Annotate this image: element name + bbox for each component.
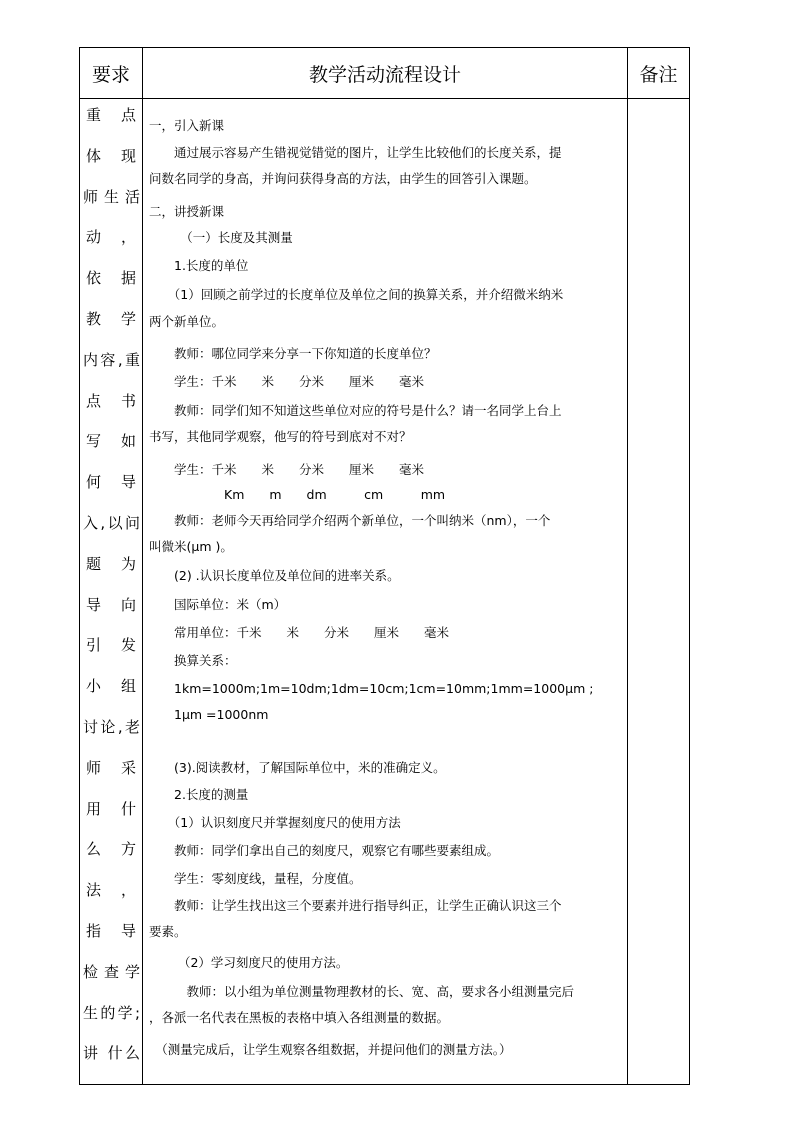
requirement-text: 动 ， (86, 228, 136, 247)
content-line: 要素。 (149, 924, 187, 939)
content-line: （2）学习刻度尺的使用方法。 (149, 955, 349, 970)
content-line: 二，讲授新课 (149, 204, 225, 219)
requirement-text: 依 据 (86, 269, 136, 288)
requirement-text: 师 采 (86, 758, 136, 777)
requirement-text: 讲 什么 (83, 1044, 139, 1063)
requirement-text: 检查学 (83, 962, 139, 981)
content-line: 书写，其他同学观察，他写的符号到底对不对？ (149, 429, 412, 444)
content-line: Km m dm cm mm (149, 487, 446, 502)
requirements-column (80, 99, 142, 1084)
content-line: 1km=1000m;1m=10dm;1dm=10cm;1cm=10mm;1mm=1000μm ; (149, 681, 594, 696)
activity-content (143, 99, 627, 1084)
requirement-text: 引 发 (86, 636, 136, 655)
content-line: (2) .认识长度单位及单位间的进率关系。 (149, 568, 400, 583)
content-line: 问数名同学的身高，并询问获得身高的方法，由学生的回答引入课题。 (149, 171, 537, 186)
requirement-text: 内容,重 (83, 350, 139, 369)
content-line: ，各派一名代表在黑板的表格中填入各组测量的数据。 (149, 1010, 450, 1025)
content-line: （1）回顾之前学过的长度单位及单位之间的换算关系，并介绍微米纳米 (149, 287, 564, 302)
content-line: （一）长度及其测量 (149, 230, 293, 245)
header-remarks: 备注 (639, 63, 678, 86)
requirement-text: 生的学; (83, 1003, 139, 1022)
content-line: 叫微米(μm )。 (149, 539, 233, 554)
requirement-text: 何 导 (86, 473, 136, 492)
content-line: （1）认识刻度尺并掌握刻度尺的使用方法 (149, 815, 401, 830)
content-line: （测量完成后，让学生观察各组数据，并提问他们的测量方法。） (149, 1042, 512, 1057)
requirement-text: 用 什 (86, 799, 136, 818)
content-line: 1μm =1000nm (149, 707, 269, 722)
header-activity-design: 教学活动流程设计 (308, 63, 461, 86)
requirement-text: 导 向 (86, 595, 136, 614)
requirement-text: 写 如 (86, 432, 136, 451)
requirement-text: 题 为 (86, 554, 136, 573)
requirement-text: 师生活 (83, 187, 139, 206)
content-line: 学生：千米 米 分米 厘米 毫米 (149, 462, 425, 477)
content-line: 学生：千米 米 分米 厘米 毫米 (149, 374, 425, 389)
requirement-text: 入,以问 (83, 514, 139, 532)
content-line: 换算关系： (149, 653, 237, 668)
requirement-text: 法 ， (86, 881, 136, 900)
requirement-text: 体 现 (86, 146, 136, 165)
requirement-text: 小 组 (86, 677, 136, 696)
lesson-plan-table (79, 47, 690, 1085)
requirement-text: 么 方 (86, 840, 136, 859)
content-line: 教师：以小组为单位测量物理教材的长、宽、高，要求各小组测量完后 (149, 984, 575, 999)
content-line: 两个新单位。 (149, 314, 225, 329)
content-line: 通过展示容易产生错视觉错觉的图片，让学生比较他们的长度关系，提 (149, 145, 562, 160)
content-line: 一，引入新课 (149, 118, 225, 133)
requirement-text: 重 点 (86, 106, 136, 124)
content-line: 教师：同学们知不知道这些单位对应的符号是什么？请一名同学上台上 (149, 403, 562, 418)
header-requirements: 要求 (91, 63, 130, 86)
requirement-text: 点 书 (86, 391, 136, 410)
content-line: 教师：老师今天再给同学介绍两个新单位，一个叫纳米（nm），一个 (149, 513, 551, 528)
requirement-text: 指 导 (86, 922, 136, 940)
content-line: 国际单位：米（m） (149, 597, 287, 612)
requirement-text: 教 学 (86, 310, 136, 328)
content-line: 教师：同学们拿出自己的刻度尺，观察它有哪些要素组成。 (149, 843, 500, 858)
column-divider (627, 48, 628, 1084)
content-line: 2.长度的测量 (149, 787, 249, 802)
content-line: 教师：让学生找出这三个要素并进行指导纠正，让学生正确认识这三个 (149, 898, 562, 913)
content-line: 学生：零刻度线，量程，分度值。 (149, 871, 362, 886)
requirement-text: 讨论,老 (83, 718, 139, 736)
content-line: 教师：哪位同学来分享一下你知道的长度单位？ (149, 346, 437, 361)
content-line: (3).阅读教材，了解国际单位中，米的准确定义。 (149, 760, 446, 775)
content-line: 1.长度的单位 (149, 258, 249, 273)
content-line: 常用单位：千米 米 分米 厘米 毫米 (149, 625, 450, 640)
